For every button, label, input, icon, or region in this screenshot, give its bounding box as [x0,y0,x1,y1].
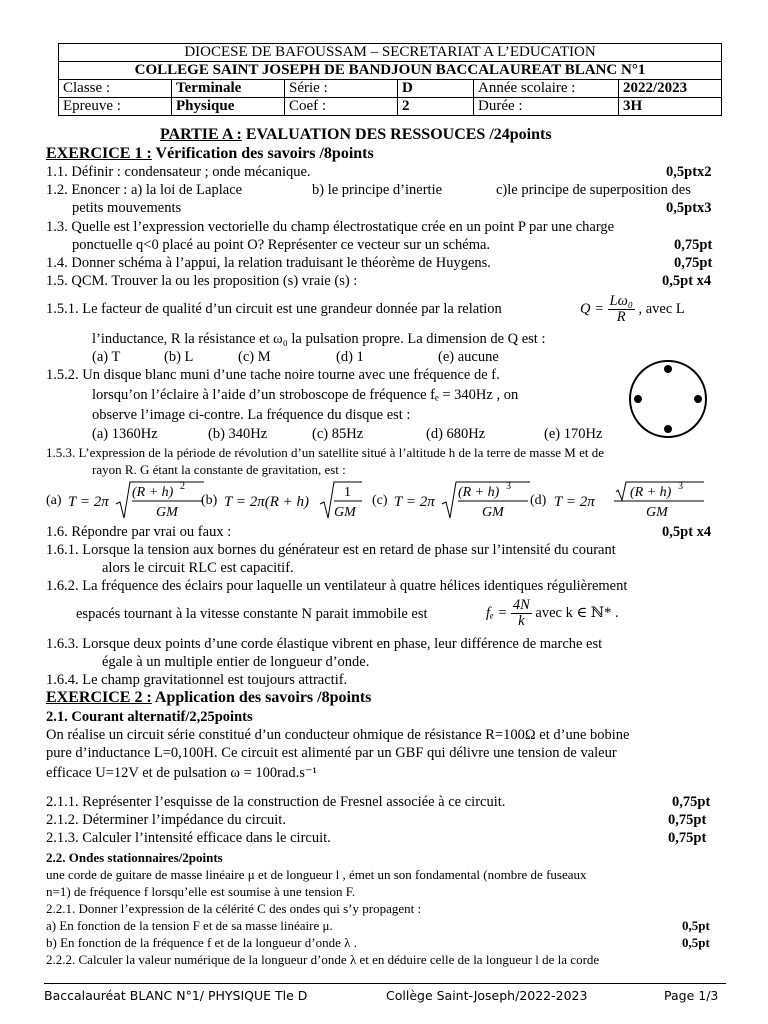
q-1-5-2-choice-b: (b) 340Hz [208,426,268,442]
annee-value: 2022/2023 [619,80,722,98]
partie-a-title: PARTIE A : EVALUATION DES RESSOUCES /24points [160,126,552,143]
q-1-5-3a: 1.5.3. L’expression de la période de révolution d’un satellite situé à l’altitude h de la terre de masse M et de [46,445,604,460]
exercice-1-title: EXERCICE 1 : Vérification des savoirs /8points [46,145,374,162]
q-1-5-1-choice-c: (c) M [238,349,271,365]
q-1-6-3a: 1.6.3. Lorsque deux points d’une corde élastique vibrent en phase, leur différence de marche est [46,636,603,652]
section-2-2-title: 2.2. Ondes stationnaires/2points [46,850,223,865]
svg-text:2: 2 [180,481,185,492]
text-2-2c: 2.2.1. Donner l’expression de la célérité C des ondes qui s’y propagent : [46,901,422,916]
footer-rule [44,983,726,984]
pts-2-1-1: 0,75pt [672,794,711,810]
q-1-6-1a: 1.6.1. Lorsque la tension aux bornes du générateur est en retard de phase sur l’intensité du courant [46,542,616,558]
svg-text:T = 2π: T = 2π [394,494,435,510]
coef-label: Coef : [285,98,398,116]
serie-label: Série : [285,80,398,98]
formula-a [68,478,208,522]
text-2-2f: 2.2.2. Calculer la valeur numérique de la longueur d’onde λ et en déduire celle de la longueur l de la corde [46,952,600,967]
svg-text:T = 2π: T = 2π [68,494,109,510]
svg-text:GM: GM [334,505,356,520]
pts-1-5: 0,5pt x4 [662,273,712,289]
pts-2-1-2: 0,75pt [668,812,707,828]
q-1-5-1a: 1.5.1. Le facteur de qualité d’un circuit est une grandeur donnée par la relation [46,301,502,317]
q-1-6-2b: espacés tournant à la vitesse constante N parait immobile est [76,606,428,622]
svg-text:1: 1 [344,485,351,500]
formula-c [394,478,534,522]
pts-1-3: 0,75pt [674,237,713,253]
q-1-2b: b) le principe d’inertie [312,182,443,198]
svg-text:(R + h): (R + h) [630,485,672,500]
q-1-5-2-choice-e: (e) 170Hz [544,426,603,442]
q-1-6-2a: 1.6.2. La fréquence des éclairs pour laquelle un ventilateur à quatre hélices identiques régulièrement [46,578,628,594]
q-2-1-1: 2.1.1. Représenter l’esquisse de la construction de Fresnel associée à ce circuit. [46,794,506,810]
formula-b [224,478,370,522]
q-1-5-2-choice-c: (c) 85Hz [312,426,364,442]
exercice-2-title: EXERCICE 2 : Application des savoirs /8points [46,689,372,706]
text-2-2b: n=1) de fréquence f lorsqu’elle est soumise à une tension F. [46,884,356,899]
disk-spot-top [664,365,672,373]
annee-label: Année scolaire : [474,80,619,98]
q-1-5-3b: rayon R. G étant la constante de gravitation, est : [92,462,346,477]
q-1-5-1-choice-e: (e) aucune [438,349,499,365]
period-formulas: (a) T = 2π (R + h) 2 GM (b) T = 2π(R + h) 1 GM (c) T = 2π (R + h) 3 GM (d) T = 2π (R + h) 3 GM [46,478,726,522]
q-1-4: 1.4. Donner schéma à l’appui, la relation traduisant le théorème de Huygens. [46,255,491,271]
svg-text:3: 3 [678,481,683,492]
disk-spot-left [634,395,642,403]
q-1-6-4: 1.6.4. Le champ gravitationnel est toujours attractif. [46,672,348,688]
q-1-3a: 1.3. Quelle est l’expression vectorielle du champ électrostatique crée en un point P par une charge [46,219,615,235]
svg-text:T = 2π(R + h): T = 2π(R + h) [224,494,309,510]
serie-value: D [398,80,474,98]
q-1-5-1-choice-d: (d) 1 [336,349,364,365]
q-1-5-1-choice-b: (b) L [164,349,194,365]
q-1-5-2b: lorsqu’on l’éclaire à l’aide d’un stroboscope de fréquence fₑ = 340Hz , on [92,387,519,403]
pts-2-1-3: 0,75pt [668,830,707,846]
q-1-5-2a: 1.5.2. Un disque blanc muni d’une tache noire tourne avec une fréquence de f. [46,367,500,383]
classe-label: Classe : [59,80,172,98]
svg-text:T = 2π: T = 2π [554,494,595,510]
pts-1-1: 0,5ptx2 [666,164,712,180]
pts-2-2-1a: 0,5pt [682,918,710,933]
q-1-5-2c: observe l’image ci-contre. La fréquence du disque est : [92,407,411,423]
header-college: COLLEGE SAINT JOSEPH DE BANDJOUN BACCALAUREAT BLANC N°1 [59,62,722,80]
q-1-6: 1.6. Répondre par vrai ou faux : [46,524,232,540]
duree-value: 3H [619,98,722,116]
stroboscope-disk-figure [626,357,710,441]
section-2-1-title: 2.1. Courant alternatif/2,25points [46,709,253,725]
svg-text:GM: GM [482,505,504,520]
epreuve-label: Epreuve : [59,98,172,116]
q-1-2a: 1.2. Enoncer : a) la loi de Laplace [46,182,243,198]
disk-spot-bottom [664,425,672,433]
q-1-3b: ponctuelle q<0 placé au point O? Représenter ce vecteur sur un schéma. [72,237,491,253]
q-1-5-2-choice-d: (d) 680Hz [426,426,486,442]
text-2-1b: pure d’inductance L=0,100H. Ce circuit est alimenté par un GBF qui délivre une tension de valeur [46,745,617,761]
pts-2-2-1b: 0,5pt [682,935,710,950]
pts-1-2: 0,5ptx3 [666,200,712,216]
q-2-1-3: 2.1.3. Calculer l’intensité efficace dans le circuit. [46,830,331,846]
text-2-1a: On réalise un circuit série constitué d’un conducteur ohmique de résistance R=100Ω et d’une bobine [46,727,630,743]
q-1-6-1b: alors le circuit RLC est capacitif. [102,560,294,576]
q-1-5-1-choice-a: (a) T [92,349,121,365]
classe-value: Terminale [172,80,285,98]
duree-label: Durée : [474,98,619,116]
footer-center: Collège Saint-Joseph/2022-2023 [386,988,588,1003]
text-2-2d: a) En fonction de la tension F et de sa masse linéaire μ. [46,918,333,933]
q-2-1-2: 2.1.2. Déterminer l’impédance du circuit. [46,812,286,828]
footer-left: Baccalauréat BLANC N°1/ PHYSIQUE Tle D [44,988,308,1003]
footer-page-number: Page 1/3 [664,988,719,1003]
q-1-1: 1.1. Définir : condensateur ; onde mécanique. [46,164,311,180]
disk-spot-right [694,395,702,403]
q-1-6-3b: égale à un multiple entier de longueur d’onde. [102,654,370,670]
pts-1-4: 0,75pt [674,255,713,271]
q-1-5-2-choice-a: (a) 1360Hz [92,426,158,442]
svg-text:3: 3 [506,481,511,492]
svg-text:(R + h): (R + h) [132,485,174,500]
formula-d [554,478,714,522]
pts-1-6: 0,5pt x4 [662,524,712,540]
epreuve-value: Physique [172,98,285,116]
text-2-2a: une corde de guitare de masse linéaire μ et de longueur l , émet un son fondamental (nombre de fuseaux [46,867,587,882]
q-1-2c: c)le principe de superposition des [496,182,691,198]
strobe-frequency-formula: fₑ = $\frac{4N}{k}$ avec k ∈ ℕ* . [486,597,619,630]
q-1-2d: petits mouvements [72,200,182,216]
text-2-2e: b) En fonction de la fréquence f et de la longueur d’onde λ . [46,935,357,950]
text-2-1c: efficace U=12V et de pulsation ω = 100rad.s⁻¹ [46,765,317,781]
header-table [58,43,722,116]
svg-text:GM: GM [156,505,178,520]
q-1-5: 1.5. QCM. Trouver la ou les proposition (s) vraie (s) : [46,273,358,289]
q-1-5-1b: l’inductance, R la résistance et ω₀ la pulsation propre. La dimension de Q est : [92,331,546,347]
quality-factor-formula: Q = $\frac{\text{Lω₀}}{R}$ , avec L [580,293,685,326]
header-diocese: DIOCESE DE BAFOUSSAM – SECRETARIAT A L’EDUCATION [59,44,722,62]
svg-text:(R + h): (R + h) [458,485,500,500]
coef-value: 2 [398,98,474,116]
svg-text:GM: GM [646,505,668,520]
